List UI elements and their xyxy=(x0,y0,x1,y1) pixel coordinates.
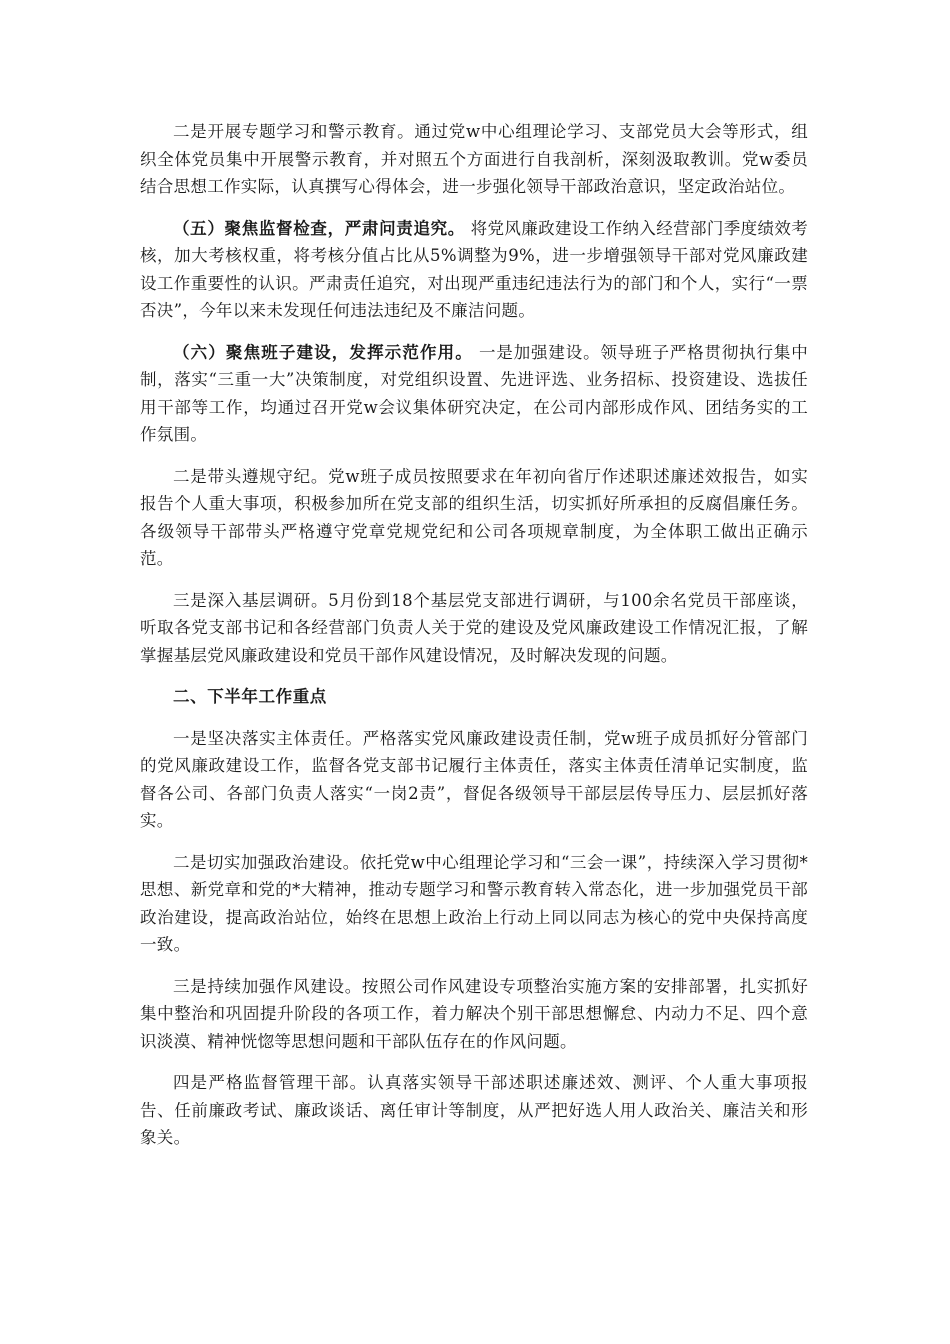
paragraph-political-building: 二是切实加强政治建设。依托党w中心组理论学习和“三会一课”，持续深入学习贯彻*思想、新党章和党的*大精神，推动专题学习和警示教育转入常态化，进一步加强党员干部政治建设，提高政治站位，始终在思想上政治上行动上同以同志为核心的党中央保持高度一致。 xyxy=(140,852,808,954)
section-heading-second-half: 二、下半年工作重点 xyxy=(173,687,327,706)
section-5-lead: （五）聚焦监督检查，严肃问责追究。 xyxy=(173,218,465,238)
paragraph-special-study: 二是开展专题学习和警示教育。通过党w中心组理论学习、支部党员大会等形式，组织全体党员集中开展警示教育，并对照五个方面进行自我剖析，深刻汲取教训。党w委员结合思想工作实际，认真撰写心得体会，进一步强化领导干部政治意识，坚定政治站位。 xyxy=(140,122,808,196)
document-page xyxy=(140,118,808,1166)
section-6-body: 一是加强建设。领导班子严格贯彻执行集中制，落实“三重一大”决策制度，对党组织设置、先进评选、业务招标、投资建设、选拔任用干部等工作，均通过召开党w会议集体研究决定，在公司内部形成作风、团结务实的工作氛围。 xyxy=(140,342,808,444)
paragraph-supervision xyxy=(140,215,808,325)
paragraph-work-style: 三是持续加强作风建设。按照公司作风建设专项整治实施方案的安排部署，扎实抓好集中整治和巩固提升阶段的各项工作，着力解决个别干部思想懈怠、内动力不足、四个意识淡漠、精神恍惚等思想问题和干部队伍存在的作风问题。 xyxy=(140,976,808,1051)
section-6-lead: （六）聚焦班子建设，发挥示范作用。 xyxy=(173,342,473,362)
paragraph-discipline: 二是带头遵规守纪。党w班子成员按照要求在年初向省厅作述职述廉述效报告，如实报告个人重大事项，积极参加所在党支部的组织生活，切实抓好所承担的反腐倡廉任务。各级领导干部带头严格遵守党章党规党纪和公司各项规章制度，为全体职工做出正确示范。 xyxy=(140,466,808,568)
paragraph-team-building xyxy=(140,339,808,449)
paragraph-grassroots-research: 三是深入基层调研。5月份到18个基层党支部进行调研，与100余名党员干部座谈，听取各党支部书记和各经营部门负责人关于党的建设及党风廉政建设工作情况汇报，了解掌握基层党风廉政建设和党员干部作风建设情况，及时解决发现的问题。 xyxy=(140,590,808,665)
section-5-body: 将党风廉政建设工作纳入经营部门季度绩效考核，加大考核权重，将考核分值占比从5%调整为9%，进一步增强领导干部对党风廉政建设工作重要性的认识。严肃责任追究，对出现严重违纪违法行为的部门和个人，实行“一票否决”，今年以来未发现任何违法违纪及不廉洁问题。 xyxy=(140,218,809,320)
paragraph-cadre-supervision: 四是严格监督管理干部。认真落实领导干部述职述廉述效、测评、个人重大事项报告、任前廉政考试、廉政谈话、离任审计等制度，从严把好选人用人政治关、廉洁关和形象关。 xyxy=(140,1073,808,1147)
paragraph-main-responsibility: 一是坚决落实主体责任。严格落实党风廉政建设责任制，党w班子成员抓好分管部门的党风廉政建设工作，监督各党支部书记履行主体责任，落实主体责任清单记实制度，监督各公司、各部门负责人落实“一岗2责”，督促各级领导干部层层传导压力、层层抓好落实。 xyxy=(140,728,808,830)
